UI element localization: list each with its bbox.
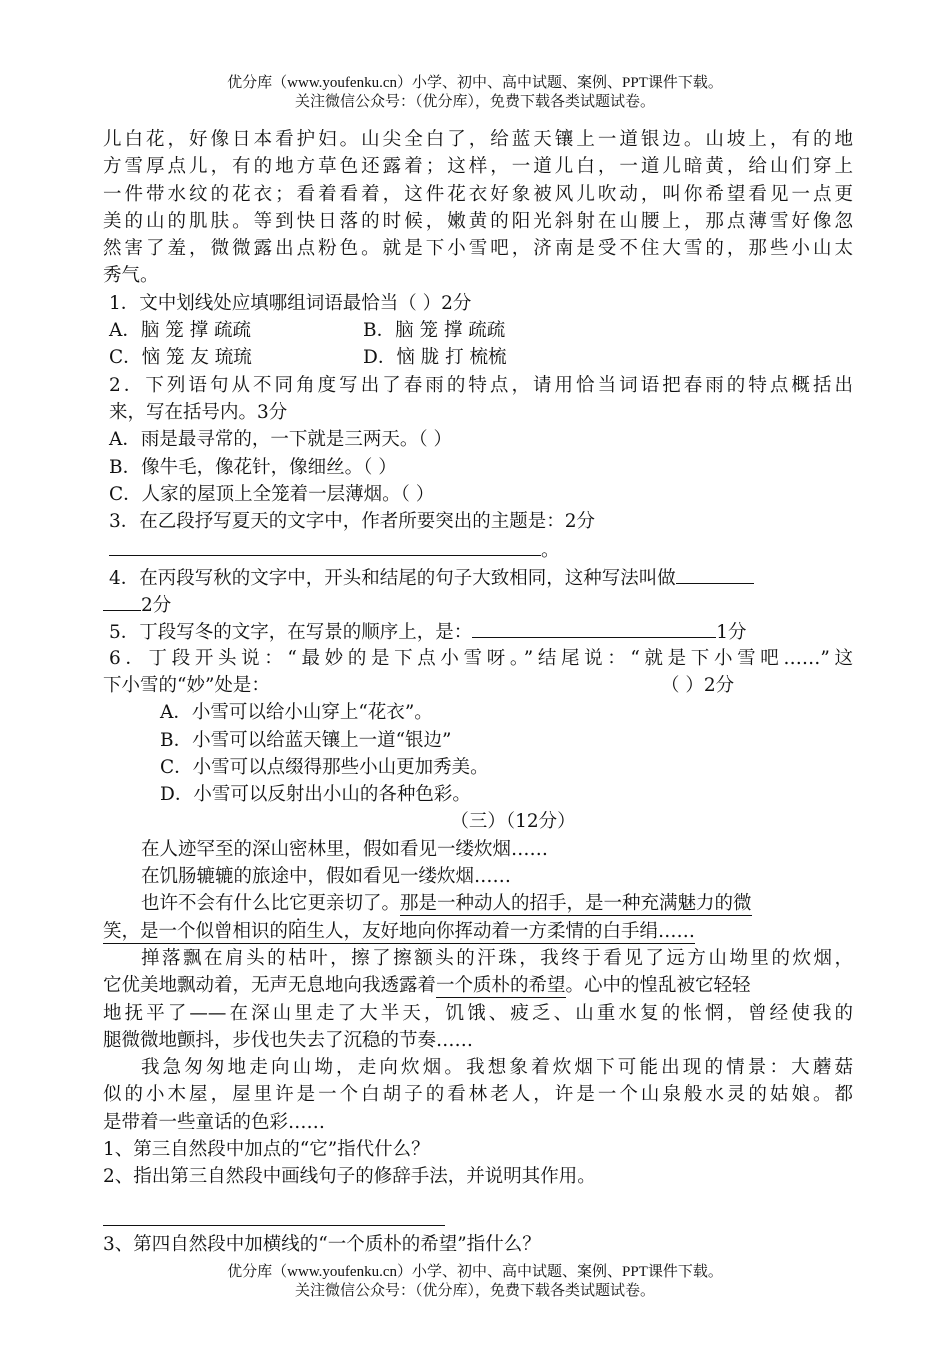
answer-blank[interactable]	[472, 617, 716, 638]
answer-blank[interactable]	[103, 590, 141, 611]
answer-line[interactable]	[103, 1191, 853, 1231]
header-line-1: 优分库（www.youfenku.cn）小学、初中、高中试题、案例、PPT课件下载。	[227, 75, 723, 91]
para-3-text: 也许不会有什么比	[141, 893, 290, 915]
section-3-para-5-cont: 是带着一些童话的色彩……	[103, 1111, 326, 1133]
question-6-option-b: B．小雪可以给蓝天镶上一道“银边”	[160, 729, 452, 751]
passage-line: 秀气。	[103, 265, 159, 287]
question-4-text: 4．在丙段写秋的文字中，开头和结尾的句子大致相同，这种写法叫做	[109, 567, 676, 589]
section-3-para-3-cont	[103, 918, 853, 945]
question-2-option-b: B．像牛毛，像花针，像细丝。（ ）	[109, 456, 397, 478]
option-c: C．恼 笼 友 琉琉	[109, 347, 252, 369]
answer-end-mark: 。	[541, 540, 560, 562]
section-3-para-3	[103, 890, 853, 917]
question-2-stem: 2．下列语句从不同角度写出了春雨的特点，请用恰当词语把春雨的特点概括出	[109, 374, 853, 396]
section-3-para-4: 掸落飘在肩头的枯叶，擦了擦额头的汗珠，我终于看见了远方山坳里的炊烟，	[141, 947, 853, 969]
para-3-text: 更亲切了。	[307, 893, 401, 915]
question-1-stem: 1．文中划线处应填哪组词语最恰当（ ）2分	[109, 292, 472, 314]
section-3-para-5-cont: 似的小木屋，屋里许是一个白胡子的看林老人，许是一个山泉般水灵的姑娘。都	[103, 1084, 853, 1106]
question-5-stem	[103, 617, 853, 644]
section-3-para-1: 在人迹罕至的深山密林里，假如看见一缕炊烟……	[141, 838, 549, 860]
underlined-sentence: 笑，是一个似曾相识的陌生人，友好地向你挥动着一方柔情的白手绢……	[103, 920, 696, 942]
answer-rule	[103, 1225, 445, 1226]
question-5-score: 1分	[716, 622, 747, 644]
question-2-option-a: A．雨是最寻常的，一下就是三两天。（ ）	[109, 429, 452, 451]
question-3-answer-line	[103, 535, 853, 562]
question-6-stem-cont	[103, 672, 853, 699]
question-6-stem: 6．丁段开头说：“最妙的是下点小雪呀。”结尾说：“就是下小雪吧……”这	[109, 647, 853, 669]
dotted-word: 它	[289, 893, 308, 915]
question-4-cont	[103, 590, 853, 617]
option-d: D．恼 胧 打 梳梳	[363, 347, 507, 369]
footer-line-2: 关注微信公众号：（优分库），免费下载各类试题试卷。	[294, 1283, 655, 1299]
section-3-para-4-cont	[103, 972, 853, 999]
section-3-para-5: 我急匆匆地走向山坳，走向炊烟。我想象着炊烟下可能出现的情景：大蘑菇	[141, 1057, 853, 1079]
passage-line: 儿白花，好像日本看护妇。山尖全白了，给蓝天镶上一道银边。山坡上，有的地	[103, 129, 853, 150]
answer-blank[interactable]	[676, 563, 754, 584]
question-4-score: 2分	[141, 595, 172, 617]
passage-line: 方雪厚点儿，有的地方草色还露着；这样，一道儿白，一道儿暗黄，给山们穿上	[103, 156, 853, 178]
question-1-options-ab	[103, 317, 853, 344]
section-3-para-2: 在饥肠辘辘的旅途中，假如看见一缕炊烟……	[141, 866, 512, 888]
section-3-question-2: 2、指出第三自然段中画线句子的修辞手法，并说明其作用。	[103, 1166, 596, 1188]
exam-content	[103, 126, 853, 1258]
option-b: B．脑 笼 撑 疏疏	[363, 320, 506, 342]
section-3-question-3: 3、第四自然段中加横线的“一个质朴的希望”指什么？	[103, 1233, 541, 1255]
para-4-text: 。心中的惶乱被它轻轻	[565, 975, 751, 997]
question-6-text: 下小雪的“妙”处是：	[103, 674, 270, 696]
page-footer	[0, 1263, 950, 1301]
section-3-question-1: 1、第三自然段中加点的“它”指代什么？	[103, 1138, 430, 1160]
option-a: A．脑 笼 撑 疏疏	[109, 320, 252, 342]
question-4-stem	[103, 563, 853, 590]
passage-line: 美的山的肌肤。等到快日落的时候，嫩黄的阳光斜射在山腰上，那点薄雪好像忽	[103, 210, 853, 232]
question-6-option-d: D．小雪可以反射出小山的各种色彩。	[160, 784, 471, 806]
section-3-title: （三）（12分）	[450, 811, 576, 833]
footer-line-1: 优分库（www.youfenku.cn）小学、初中、高中试题、案例、PPT课件下载。	[227, 1264, 723, 1280]
page-header	[0, 74, 950, 112]
question-6-option-a: A．小雪可以给小山穿上“花衣”。	[160, 702, 433, 724]
question-6-option-c: C．小雪可以点缀得那些小山更加秀美。	[160, 756, 489, 778]
header-line-2: 关注微信公众号：（优分库），免费下载各类试题试卷。	[294, 94, 655, 110]
section-3-para-4-cont: 地抚平了——在深山里走了大半天，饥饿、疲乏、山重水复的怅惘，曾经使我的	[103, 1002, 853, 1024]
question-3-stem: 3．在乙段抒写夏天的文字中，作者所要突出的主题是：2分	[109, 511, 596, 533]
question-5-text: 5．丁段写冬的文字，在写景的顺序上，是：	[109, 622, 473, 644]
question-1-options-cd	[103, 344, 853, 371]
underlined-sentence: 那是一种动人的招手，是一种充满魅力的微	[400, 893, 752, 915]
question-2-option-c: C．人家的屋顶上全笼着一层薄烟。（ ）	[109, 483, 435, 505]
underlined-phrase: 一个质朴的希望	[436, 975, 566, 997]
question-2-stem-cont: 来，写在括号内。3分	[109, 401, 288, 423]
question-6-score: （ ）2分	[661, 674, 735, 696]
passage-line: 然害了羞，微微露出点粉色。就是下小雪吧，济南是受不住大雪的，那些小山太	[103, 238, 853, 260]
answer-blank[interactable]	[109, 535, 541, 556]
passage-line: 一件带水纹的花衣；看着看着，这件花衣好象被风儿吹动，叫你希望看见一点更	[103, 183, 853, 205]
para-4-text: 它优美地飘动着，无声无息地向我透露着	[103, 975, 437, 997]
section-3-para-4-cont: 腿微微地颤抖，步伐也失去了沉稳的节奏……	[103, 1029, 474, 1051]
